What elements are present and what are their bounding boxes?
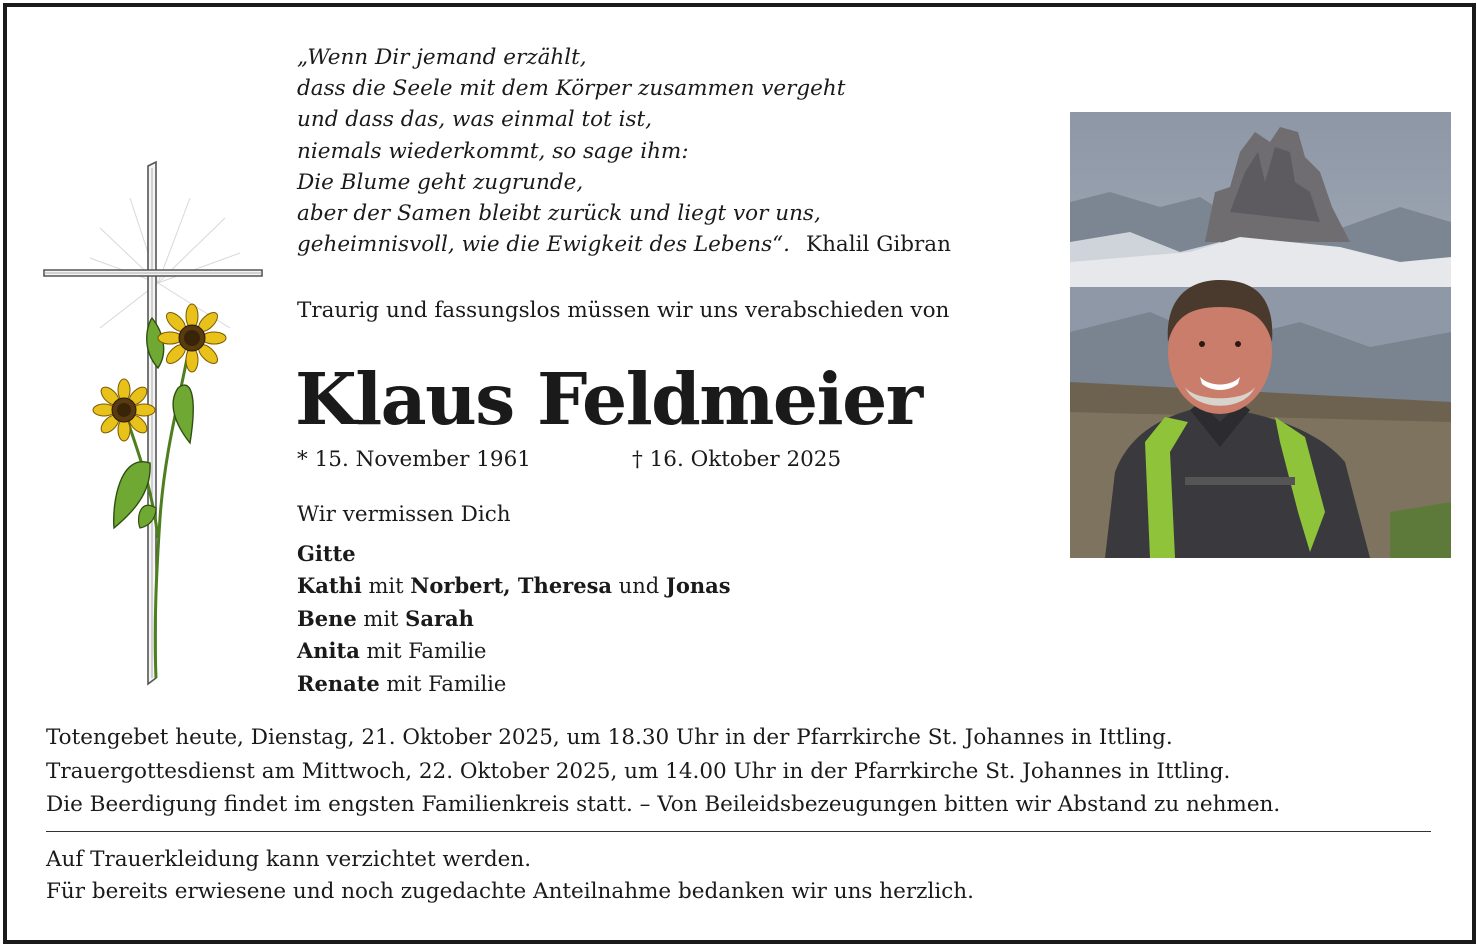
family-row bbox=[297, 668, 731, 700]
family-member: Renate bbox=[297, 670, 380, 696]
family-member: Anita bbox=[297, 638, 360, 664]
birth-date: * 15. November 1961 bbox=[297, 447, 531, 472]
family-connector: mit Familie bbox=[359, 639, 487, 664]
family-connector: mit bbox=[356, 606, 406, 631]
info-line: Die Beerdigung findet im engsten Familienkreis statt. – Von Beileidsbezeugungen bitten wir Abstand zu nehmen. bbox=[46, 792, 1281, 818]
info-line: Totengebet heute, Dienstag, 21. Oktober 2025, um 18.30 Uhr in der Pfarrkirche St. Johannes in Ittling. bbox=[46, 725, 1173, 750]
family-row bbox=[297, 635, 731, 667]
poem-line: und dass das, was einmal tot ist, bbox=[297, 107, 652, 133]
poem-line-last bbox=[297, 229, 1057, 260]
poem-quote bbox=[297, 42, 1057, 260]
poem-author: Khalil Gibran bbox=[806, 232, 951, 258]
miss-text: Wir vermissen Dich bbox=[297, 502, 511, 527]
closing-notes bbox=[46, 844, 974, 909]
family-row bbox=[297, 570, 731, 602]
family-row bbox=[297, 538, 731, 570]
life-dates bbox=[297, 447, 842, 472]
family-row bbox=[297, 603, 731, 635]
family-connector: mit bbox=[361, 574, 411, 599]
closing-line: Auf Trauerkleidung kann verzichtet werden. bbox=[46, 847, 532, 872]
closing-line: Für bereits erwiesene und noch zugedachte Anteilnahme bedanken wir uns herzlich. bbox=[46, 879, 974, 905]
family-member: Bene bbox=[297, 605, 357, 631]
portrait-photo bbox=[1070, 112, 1451, 558]
family-list bbox=[297, 538, 731, 700]
family-connector: und bbox=[612, 574, 666, 599]
family-member: Gitte bbox=[297, 541, 356, 566]
family-member: Jonas bbox=[665, 573, 731, 599]
info-line: Trauergottesdienst am Mittwoch, 22. Oktober 2025, um 14.00 Uhr in der Pfarrkirche St. Johannes in Ittling. bbox=[46, 758, 1231, 784]
poem-line: niemals wiederkommt, so sage ihm: bbox=[297, 138, 689, 164]
deceased-name: Klaus Feldmeier bbox=[295, 357, 922, 441]
death-date: † 16. Oktober 2025 bbox=[632, 447, 842, 472]
poem-line: geheimnisvoll, wie die Ewigkeit des Lebens“. bbox=[297, 232, 791, 258]
intro-text: Traurig und fassungslos müssen wir uns verabschieden von bbox=[297, 298, 950, 323]
poem-line: Die Blume geht zugrunde, bbox=[297, 169, 584, 195]
family-connector: mit Familie bbox=[379, 671, 507, 696]
cross-with-sunflowers-icon bbox=[40, 158, 270, 693]
family-member: Sarah bbox=[405, 605, 474, 631]
family-member: Norbert, Theresa bbox=[410, 573, 613, 599]
divider bbox=[46, 831, 1431, 832]
poem-line: dass die Seele mit dem Körper zusammen vergeht bbox=[297, 76, 846, 102]
poem-line: aber der Samen bleibt zurück und liegt vor uns, bbox=[297, 201, 821, 227]
family-member: Kathi bbox=[297, 573, 362, 599]
poem-line: „Wenn Dir jemand erzählt, bbox=[297, 45, 587, 70]
service-info bbox=[46, 721, 1280, 822]
